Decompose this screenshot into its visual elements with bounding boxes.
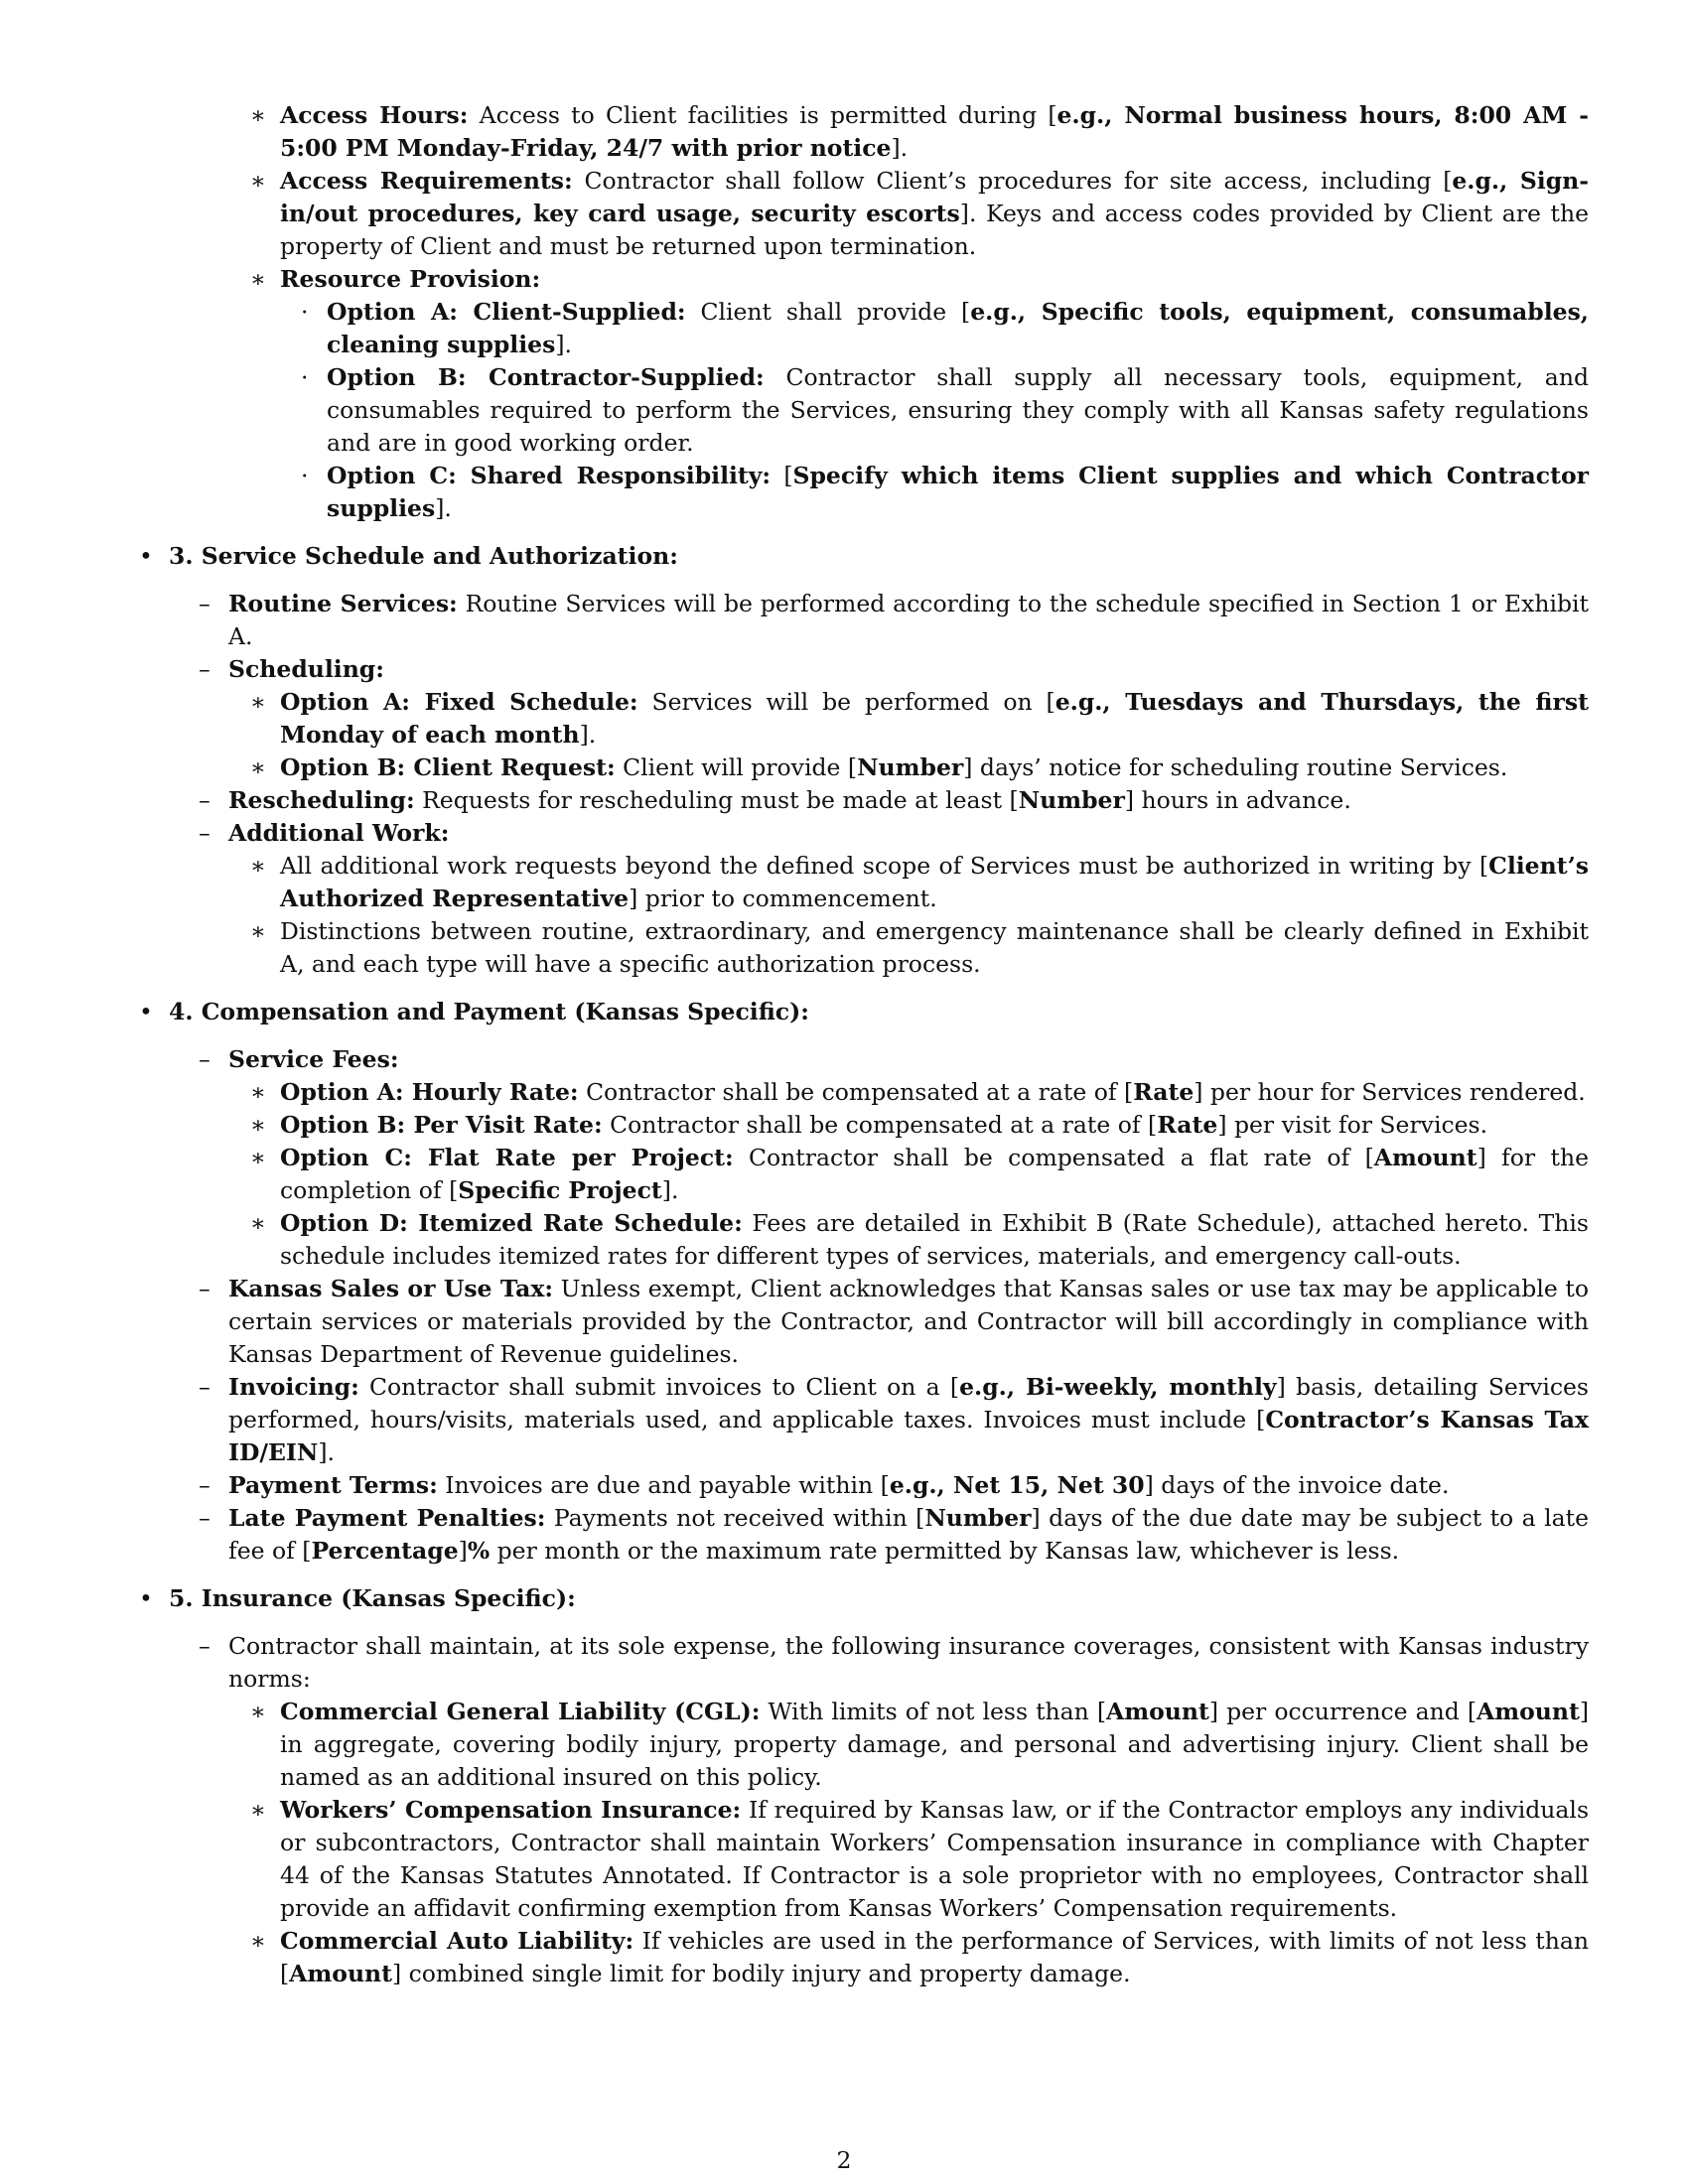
- auto-liability-text-end: ] combined single limit for bodily injury and property damage.: [391, 1960, 1131, 1987]
- resource-provision-label: Resource Provision:: [280, 265, 541, 293]
- star-marker: ∗: [250, 852, 266, 880]
- routine-services-text: Routine Services will be performed according to the schedule specified in Section 1 or Exhibit A.: [228, 590, 1589, 650]
- fees-option-b-text-end: ] per visit for Services.: [1217, 1111, 1488, 1139]
- auto-liability-label: Commercial Auto Liability:: [280, 1927, 634, 1955]
- cgl-text-end: ] in aggregate, covering bodily injury, property damage, and personal and advertising injury. Client shall be named as an additional insured on this policy.: [280, 1698, 1589, 1791]
- invoicing-text: Contractor shall submit invoices to Client on a [: [358, 1373, 960, 1401]
- scheduling-item: [199, 653, 1589, 686]
- fees-option-a-label: Option A: Hourly Rate:: [280, 1078, 579, 1106]
- workers-comp-item: [250, 1794, 1589, 1925]
- additional-work-subitem-2: [250, 915, 1589, 981]
- fees-option-c-text-end: ].: [661, 1176, 679, 1204]
- invoicing-label: Invoicing:: [228, 1373, 359, 1401]
- fees-option-c-placeholder-amount: Amount: [1373, 1144, 1477, 1171]
- dash-marker: –: [199, 819, 211, 847]
- payment-terms-label: Payment Terms:: [228, 1471, 438, 1499]
- bullet-marker: •: [139, 998, 153, 1025]
- section-3-heading: [139, 540, 1589, 573]
- payment-terms-item: [199, 1469, 1589, 1502]
- access-requirements-item: [250, 165, 1589, 263]
- star-marker: ∗: [250, 1927, 266, 1955]
- invoicing-text-mid: ] basis, detailing Services performed, hours/visits, materials used, and applicable taxes. Invoices must include [: [228, 1373, 1589, 1433]
- dash-marker: –: [199, 1632, 211, 1660]
- service-fees-item: [199, 1043, 1589, 1076]
- cgl-text-mid: ] per occurrence and [: [1208, 1698, 1477, 1725]
- fees-option-a: [250, 1076, 1589, 1109]
- fees-option-b: [250, 1109, 1589, 1142]
- routine-services-item: [199, 588, 1589, 653]
- star-marker: ∗: [250, 1144, 266, 1171]
- late-penalties-text-end: per month or the maximum rate permitted by Kansas law, whichever is less.: [490, 1537, 1400, 1565]
- page-content: [0, 99, 1688, 1990]
- fees-option-c-text: Contractor shall be compensated a flat rate of [: [733, 1144, 1374, 1171]
- invoicing-item: [199, 1371, 1589, 1469]
- additional-work-item: [199, 817, 1589, 850]
- additional-work-1-placeholder: Client’s Authorized Representative: [280, 852, 1589, 912]
- dot-marker: ·: [301, 363, 309, 391]
- rescheduling-item: [199, 784, 1589, 817]
- resource-option-c-placeholder: Specify which items Client supplies and which Contractor supplies: [327, 462, 1589, 522]
- access-requirements-label: Access Requirements:: [280, 167, 573, 195]
- resource-option-b-label: Option B: Contractor-Supplied:: [327, 363, 765, 391]
- dash-marker: –: [199, 786, 211, 814]
- section-4-heading: [139, 996, 1589, 1028]
- dash-marker: –: [199, 1504, 211, 1532]
- resource-option-c: [301, 460, 1589, 525]
- scheduling-option-a-label: Option A: Fixed Schedule:: [280, 688, 638, 716]
- insurance-intro-item: [199, 1630, 1589, 1696]
- star-marker: ∗: [250, 753, 266, 781]
- page-number: 2: [836, 2146, 852, 2174]
- auto-liability-item: [250, 1925, 1589, 1990]
- additional-work-label: Additional Work:: [228, 819, 450, 847]
- rescheduling-placeholder: Number: [1018, 786, 1125, 814]
- access-hours-item: [250, 99, 1589, 165]
- rescheduling-label: Rescheduling:: [228, 786, 415, 814]
- sales-tax-item: [199, 1273, 1589, 1371]
- star-marker: ∗: [250, 167, 266, 195]
- insurance-intro-text: Contractor shall maintain, at its sole expense, the following insurance coverages, consistent with Kansas industry norms:: [228, 1632, 1589, 1693]
- fees-option-b-text: Contractor shall be compensated at a rate of [: [602, 1111, 1158, 1139]
- additional-work-2-text: Distinctions between routine, extraordinary, and emergency maintenance shall be clearly defined in Exhibit A, and each type will have a specific authorization process.: [280, 917, 1589, 978]
- workers-comp-text: If required by Kansas law, or if the Contractor employs any individuals or subcontractors, Contractor shall maintain Workers’ Compensation insurance in compliance with Chapter 44 of the Kansas Statutes Annotated. If Contractor is a sole proprietor with no employees, Contractor shall provide an affidavit confirming exemption from Kansas Workers’ Compensation requirements.: [280, 1796, 1589, 1922]
- star-marker: ∗: [250, 688, 266, 716]
- fees-option-c-label: Option C: Flat Rate per Project:: [280, 1144, 734, 1171]
- late-penalties-item: [199, 1502, 1589, 1568]
- service-fees-label: Service Fees:: [228, 1045, 399, 1073]
- star-marker: ∗: [250, 1796, 266, 1824]
- resource-option-a-placeholder: e.g., Specific tools, equipment, consumables, cleaning supplies: [327, 298, 1589, 358]
- scheduling-option-b-placeholder: Number: [857, 753, 964, 781]
- resource-option-c-text: [: [771, 462, 793, 489]
- scheduling-option-b-text-end: ] days’ notice for scheduling routine Services.: [963, 753, 1508, 781]
- section-4-title: 4. Compensation and Payment (Kansas Specific):: [169, 998, 809, 1025]
- section-3-title: 3. Service Schedule and Authorization:: [169, 542, 678, 570]
- late-penalties-placeholder-number: Number: [924, 1504, 1032, 1532]
- scheduling-option-a-text-end: ].: [579, 721, 597, 749]
- auto-liability-text: If vehicles are used in the performance of Services, with limits of not less than [: [280, 1927, 1589, 1987]
- access-requirements-placeholder: e.g., Sign-in/out procedures, key card usage, security escorts: [280, 167, 1589, 227]
- resource-option-a-text: Client shall provide [: [685, 298, 971, 326]
- star-marker: ∗: [250, 101, 266, 129]
- fees-option-a-placeholder: Rate: [1133, 1078, 1195, 1106]
- access-hours-label: Access Hours:: [280, 101, 469, 129]
- dash-marker: –: [199, 1045, 211, 1073]
- invoicing-placeholder-frequency: e.g., Bi-weekly, monthly: [959, 1373, 1277, 1401]
- payment-terms-placeholder: e.g., Net 15, Net 30: [889, 1471, 1145, 1499]
- star-marker: ∗: [250, 917, 266, 945]
- cgl-label: Commercial General Liability (CGL):: [280, 1698, 761, 1725]
- bullet-marker: •: [139, 542, 153, 570]
- additional-work-1-text-end: ] prior to commencement.: [629, 885, 937, 912]
- routine-services-label: Routine Services:: [228, 590, 458, 617]
- payment-terms-text-end: ] days of the invoice date.: [1144, 1471, 1450, 1499]
- scheduling-label: Scheduling:: [228, 655, 384, 683]
- invoicing-text-end: ].: [318, 1438, 335, 1466]
- resource-option-a: [301, 296, 1589, 361]
- cgl-placeholder-aggregate: Amount: [1477, 1698, 1580, 1725]
- star-marker: ∗: [250, 1209, 266, 1237]
- scheduling-option-b-label: Option B: Client Request:: [280, 753, 616, 781]
- star-marker: ∗: [250, 265, 266, 293]
- fees-option-d: [250, 1207, 1589, 1273]
- resource-option-b: [301, 361, 1589, 460]
- cgl-placeholder-occurrence: Amount: [1106, 1698, 1209, 1725]
- star-marker: ∗: [250, 1111, 266, 1139]
- access-hours-text: Access to Client facilities is permitted during [: [468, 101, 1057, 129]
- scheduling-option-b-text: Client will provide [: [615, 753, 858, 781]
- late-penalties-text-mid: ] days of the due date may be subject to a late fee of [: [228, 1504, 1589, 1565]
- late-penalties-label: Late Payment Penalties:: [228, 1504, 546, 1532]
- auto-liability-placeholder: Amount: [289, 1960, 392, 1987]
- cgl-text: With limits of not less than [: [760, 1698, 1107, 1725]
- fees-option-a-text-end: ] per hour for Services rendered.: [1194, 1078, 1586, 1106]
- dash-marker: –: [199, 1471, 211, 1499]
- resource-provision-item: [250, 263, 1589, 296]
- dash-marker: –: [199, 1373, 211, 1401]
- workers-comp-label: Workers’ Compensation Insurance:: [280, 1796, 742, 1824]
- fees-option-c: [250, 1142, 1589, 1207]
- scheduling-option-a-placeholder: e.g., Tuesdays and Thursdays, the first Monday of each month: [280, 688, 1589, 749]
- fees-option-d-text: Fees are detailed in Exhibit B (Rate Schedule), attached hereto. This schedule includes itemized rates for different types of services, materials, and emergency call-outs.: [280, 1209, 1589, 1270]
- resource-option-c-label: Option C: Shared Responsibility:: [327, 462, 772, 489]
- scheduling-option-a-text: Services will be performed on [: [637, 688, 1055, 716]
- resource-option-a-label: Option A: Client-Supplied:: [327, 298, 686, 326]
- dot-marker: ·: [301, 298, 309, 326]
- fees-option-c-placeholder-project: Specific Project: [458, 1176, 662, 1204]
- dash-marker: –: [199, 655, 211, 683]
- invoicing-placeholder-taxid: Contractor’s Kansas Tax ID/EIN: [228, 1406, 1589, 1466]
- late-penalties-text: Payments not received within [: [545, 1504, 925, 1532]
- additional-work-1-text: All additional work requests beyond the defined scope of Services must be authorized in writing by [: [280, 852, 1489, 880]
- fees-option-b-label: Option B: Per Visit Rate:: [280, 1111, 603, 1139]
- star-marker: ∗: [250, 1698, 266, 1725]
- access-requirements-text-end: ]. Keys and access codes provided by Client are the property of Client and must be returned upon termination.: [280, 200, 1589, 260]
- dot-marker: ·: [301, 462, 309, 489]
- dash-marker: –: [199, 1275, 211, 1302]
- sales-tax-text: Unless exempt, Client acknowledges that Kansas sales or use tax may be applicable to certain services or materials provided by the Contractor, and Contractor will bill accordingly in compliance with Kansas Department of Revenue guidelines.: [228, 1275, 1589, 1368]
- payment-terms-text: Invoices are due and payable within [: [437, 1471, 890, 1499]
- scheduling-option-a: [250, 686, 1589, 751]
- dash-marker: –: [199, 590, 211, 617]
- rescheduling-text-end: ] hours in advance.: [1124, 786, 1351, 814]
- fees-option-b-placeholder: Rate: [1157, 1111, 1218, 1139]
- section-5-title: 5. Insurance (Kansas Specific):: [169, 1584, 576, 1612]
- cgl-item: [250, 1696, 1589, 1794]
- resource-option-b-text: Contractor shall supply all necessary tools, equipment, and consumables required to perform the Services, ensuring they comply with all Kansas safety regulations and are in good working order.: [327, 363, 1589, 457]
- resource-option-a-text-end: ].: [555, 331, 572, 358]
- late-penalties-placeholder-percentage: Percentage: [311, 1537, 459, 1565]
- resource-option-c-text-end: ].: [435, 494, 452, 522]
- fees-option-d-label: Option D: Itemized Rate Schedule:: [280, 1209, 743, 1237]
- late-penalties-percent-sign: %: [467, 1537, 491, 1565]
- access-hours-placeholder: e.g., Normal business hours, 8:00 AM - 5:00 PM Monday-Friday, 24/7 with prior notice: [280, 101, 1589, 162]
- access-requirements-text: Contractor shall follow Client’s procedures for site access, including [: [572, 167, 1453, 195]
- rescheduling-text: Requests for rescheduling must be made at least [: [414, 786, 1019, 814]
- late-penalties-bracket: ]: [458, 1537, 468, 1565]
- star-marker: ∗: [250, 1078, 266, 1106]
- section-5-heading: [139, 1582, 1589, 1615]
- fees-option-a-text: Contractor shall be compensated at a rate of [: [578, 1078, 1134, 1106]
- bullet-marker: •: [139, 1584, 153, 1612]
- additional-work-subitem-1: [250, 850, 1589, 915]
- access-hours-text-end: ].: [891, 134, 909, 162]
- sales-tax-label: Kansas Sales or Use Tax:: [228, 1275, 554, 1302]
- scheduling-option-b: [250, 751, 1589, 784]
- fees-option-c-text-mid: ] for the completion of [: [280, 1144, 1589, 1204]
